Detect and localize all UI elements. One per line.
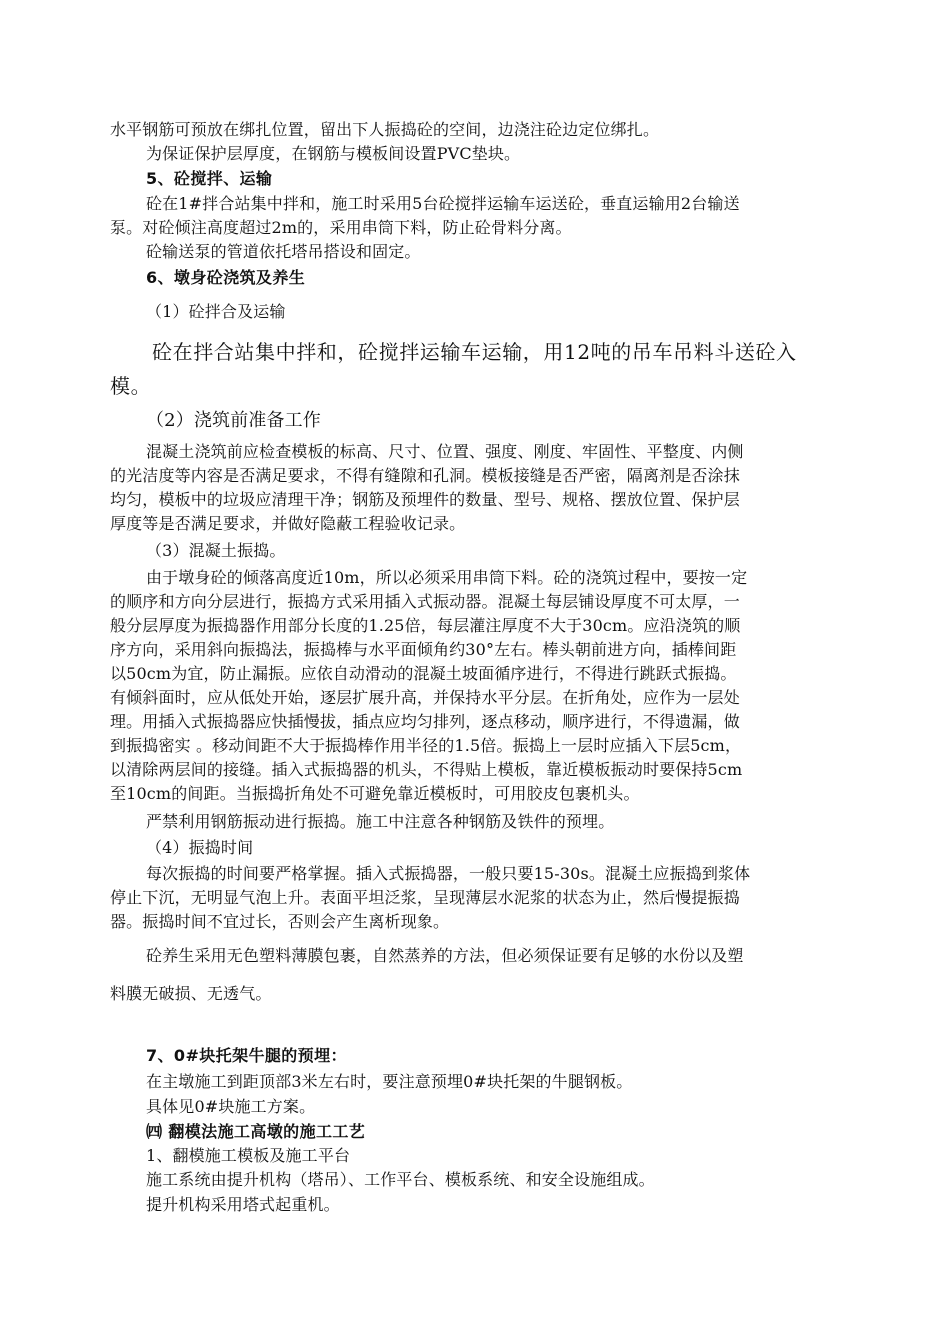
text-line: 混凝土浇筑前应检查模板的标高、尺寸、位置、强度、刚度、牢固性、平整度、内侧 <box>146 442 744 461</box>
text-line: 理。用插入式振捣器应快插慢拔，插点应均匀排列，逐点移动，顺序进行，不得遗漏，做 <box>110 712 740 731</box>
section-heading: 7、0#块托架牛腿的预埋： <box>146 1046 347 1065</box>
section-heading: ㈣ 翻模法施工高墩的施工工艺 <box>146 1122 366 1141</box>
subsection-heading: （4）振捣时间 <box>146 838 254 857</box>
subsection-heading: （1）砼拌合及运输 <box>146 302 286 321</box>
text-line: 停止下沉，无明显气泡上升。表面平坦泛浆，呈现薄层水泥浆的状态为止，然后慢提振捣 <box>110 888 740 907</box>
text-line: 为保证保护层厚度，在钢筋与模板间设置PVC垫块。 <box>146 144 521 163</box>
text-line: 砼养生采用无色塑料薄膜包裹，自然蒸养的方法，但必须保证要有足够的水份以及塑 <box>146 946 744 965</box>
text-line: 有倾斜面时，应从低处开始，逐层扩展升高，并保持水平分层。在折角处，应作为一层处 <box>110 688 740 707</box>
text-line: 厚度等是否满足要求，并做好隐蔽工程验收记录。 <box>110 514 466 533</box>
text-line: 水平钢筋可预放在绑扎位置，留出下人振捣砼的空间，边浇注砼边定位绑扎。 <box>110 120 660 139</box>
text-line: 均匀，模板中的垃圾应清理干净；钢筋及预埋件的数量、型号、规格、摆放位置、保护层 <box>110 490 740 509</box>
section-heading: 6、墩身砼浇筑及养生 <box>146 268 306 287</box>
text-line: 严禁利用钢筋振动进行振捣。施工中注意各种钢筋及铁件的预埋。 <box>146 812 615 831</box>
text-line: 由于墩身砼的倾落高度近10m，所以必须采用串筒下料。砼的浇筑过程中，要按一定 <box>146 568 748 587</box>
text-line: 在主墩施工到距顶部3米左右时，要注意预埋0#块托架的牛腿钢板。 <box>146 1072 633 1091</box>
subsection-heading: （2）浇筑前准备工作 <box>146 410 321 431</box>
text-line: 砼在拌合站集中拌和，砼搅拌运输车运输，用12吨的吊车吊料斗送砼入 <box>152 340 797 364</box>
text-line: 的光洁度等内容是否满足要求，不得有缝隙和孔洞。模板接缝是否严密，隔离剂是否涂抹 <box>110 466 740 485</box>
text-line: 提升机构采用塔式起重机。 <box>146 1195 340 1214</box>
subsection-heading: （3）混凝土振捣。 <box>146 541 286 560</box>
text-line: 具体见0#块施工方案。 <box>146 1097 316 1116</box>
text-line: 的顺序和方向分层进行，振捣方式采用插入式振动器。混凝土每层铺设厚度不可太厚，一 <box>110 592 740 611</box>
text-line: 到振捣密实 。移动间距不大于振捣棒作用半径的1.5倍。振捣上一层时应插入下层5cm， <box>110 736 742 755</box>
text-line: 模。 <box>110 374 152 398</box>
text-line: 以50cm为宜，防止漏振。应依自动滑动的混凝土坡面循序进行，不得进行跳跃式振捣。 <box>110 664 737 683</box>
text-line: 砼输送泵的管道依托塔吊搭设和固定。 <box>146 242 421 261</box>
text-line: 施工系统由提升机构（塔吊）、工作平台、模板系统、和安全设施组成。 <box>146 1170 655 1189</box>
subsection-heading: 1、翻模施工模板及施工平台 <box>146 1146 351 1165</box>
text-line: 以清除两层间的接缝。插入式振捣器的机头，不得贴上模板，靠近模板振动时要保持5cm <box>110 760 743 779</box>
text-line: 每次振捣的时间要严格掌握。插入式振捣器，一般只要15-30s。混凝土应振捣到浆体 <box>146 864 751 883</box>
text-line: 至10cm的间距。当振捣折角处不可避免靠近模板时，可用胶皮包裹机头。 <box>110 784 640 803</box>
section-heading: 5、砼搅拌、运输 <box>146 169 273 188</box>
text-line: 泵。对砼倾注高度超过2m的，采用串筒下料，防止砼骨料分离。 <box>110 218 572 237</box>
text-line: 序方向，采用斜向振捣法，振捣棒与水平面倾角约30°左右。棒头朝前进方向，插棒间距 <box>110 640 737 659</box>
text-line: 般分层厚度为振捣器作用部分长度的1.25倍，每层灌注厚度不大于30cm。应沿浇筑的顺 <box>110 616 741 635</box>
text-line: 料膜无破损、无透气。 <box>110 984 272 1003</box>
text-line: 器。振捣时间不宜过长，否则会产生离析现象。 <box>110 912 450 931</box>
text-line: 砼在1#拌合站集中拌和，施工时采用5台砼搅拌运输车运送砼，垂直运输用2台输送 <box>146 194 740 213</box>
